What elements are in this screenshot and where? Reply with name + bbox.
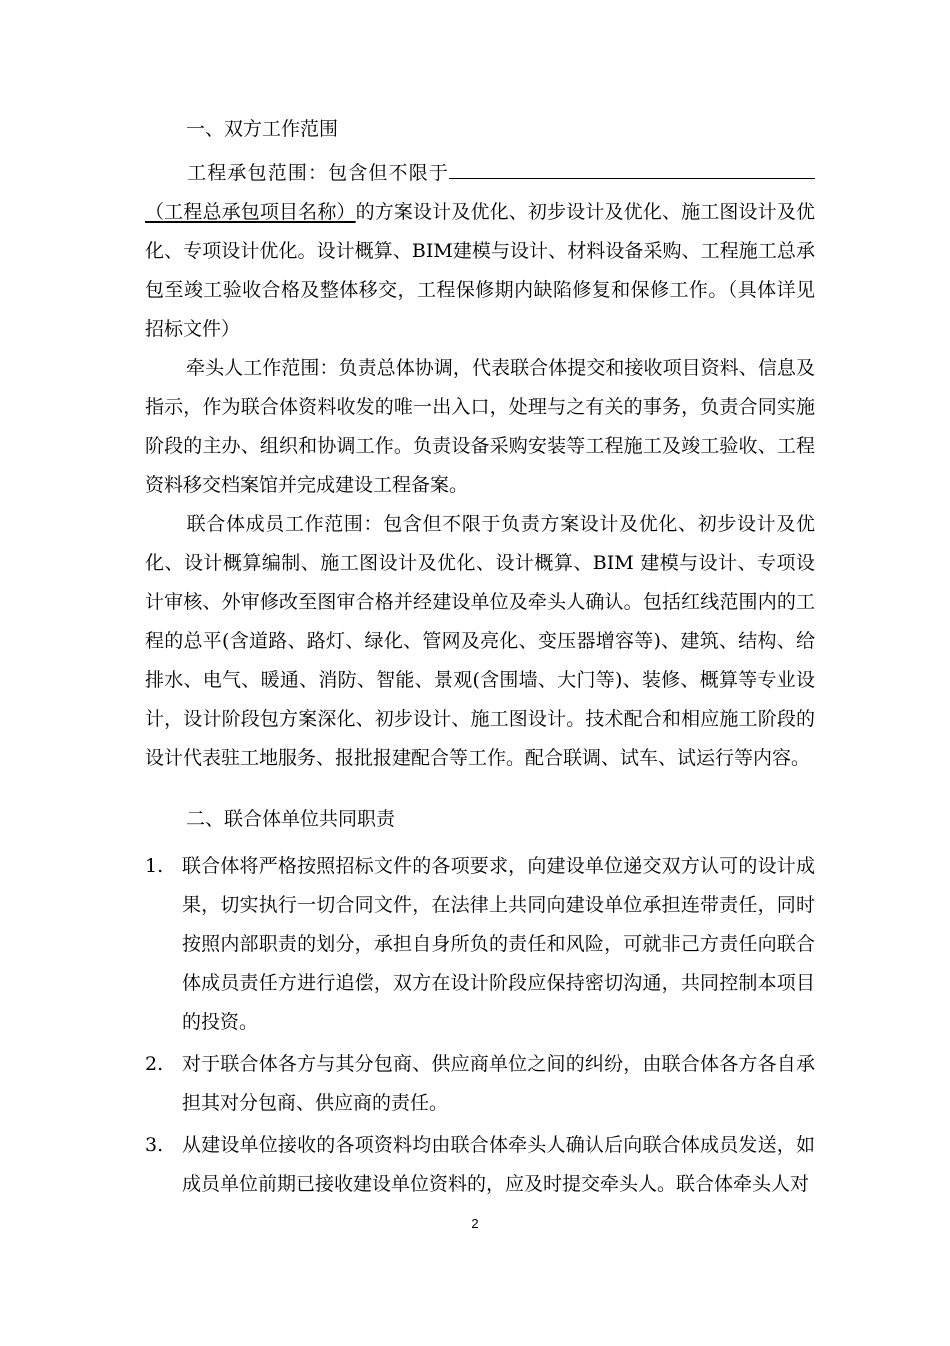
project-name-placeholder: （工程总承包项目名称） [145, 201, 356, 223]
list-item [145, 1126, 815, 1204]
list-item-number: 3. [145, 1134, 164, 1156]
list-item-text: 联合体将严格按照招标文件的各项要求，向建设单位递交双方认可的设计成果，切实执行一切合同文件，在法律上共同向建设单位承担连带责任，同时按照内部职责的划分，承担自身所负的责任和风险，可就非己方责任向联合体成员责任方进行追偿，双方在设计阶段应保持密切沟通，共同控制本项目的投资。 [182, 855, 815, 1033]
list-item-text: 对于联合体各方与其分包商、供应商单位之间的纠纷，由联合体各方各自承担其对分包商、供应商的责任。 [182, 1053, 815, 1114]
list-item [145, 847, 815, 1042]
scope-text: 的方案设计及优化、初步设计及优化、施工图设计及优化、专项设计优化。设计概算、BIM建模与设计、材料设备采购、工程施工总承包至竣工验收合格及整体移交，工程保修期内缺陷修复和保修工作。（具体详见招标文件） [145, 201, 815, 340]
page-number: 2 [471, 1216, 479, 1231]
section-heading-1: 一、双方工作范围 [186, 118, 339, 140]
list-item-number: 1. [145, 855, 164, 877]
list-item [145, 1045, 815, 1123]
fill-in-blank [449, 158, 815, 179]
scope-intro: 工程承包范围：包含但不限于 [186, 162, 449, 184]
member-scope-paragraph [145, 505, 815, 778]
responsibility-list [145, 847, 815, 1207]
lead-scope-paragraph [145, 349, 815, 505]
list-item-number: 2. [145, 1053, 164, 1075]
scope-paragraph [145, 154, 815, 349]
lead-scope-text: 牵头人工作范围：负责总体协调，代表联合体提交和接收项目资料、信息及指示，作为联合体资料收发的唯一出入口，处理与之有关的事务，负责合同实施阶段的主办、组织和协调工作。负责设备采购安装等工程施工及竣工验收、工程资料移交档案馆并完成建设工程备案。 [145, 357, 815, 496]
list-item-text: 从建设单位接收的各项资料均由联合体牵头人确认后向联合体成员发送，如成员单位前期已接收建设单位资料的，应及时提交牵头人。联合体牵头人对 [182, 1134, 815, 1195]
section-heading-2: 二、联合体单位共同职责 [186, 808, 396, 830]
member-scope-text: 联合体成员工作范围：包含但不限于负责方案设计及优化、初步设计及优化、设计概算编制、施工图设计及优化、设计概算、BIM 建模与设计、专项设计审核、外审修改至图审合格并经建设单位及牵头人确认。包括红线范围内的工程的总平(含道路、路灯、绿化、管网及亮化、变压器增容等)、建筑、结构、给排水、电气、暖通、消防、智能、景观(含围墙、大门等)、装修、概算等专业设计，设计阶段包方案深化、初步设计、施工图设计。技术配合和相应施工阶段的设计代表驻工地服务、报批报建配合等工作。配合联调、试车、试运行等内容。 [145, 513, 815, 769]
